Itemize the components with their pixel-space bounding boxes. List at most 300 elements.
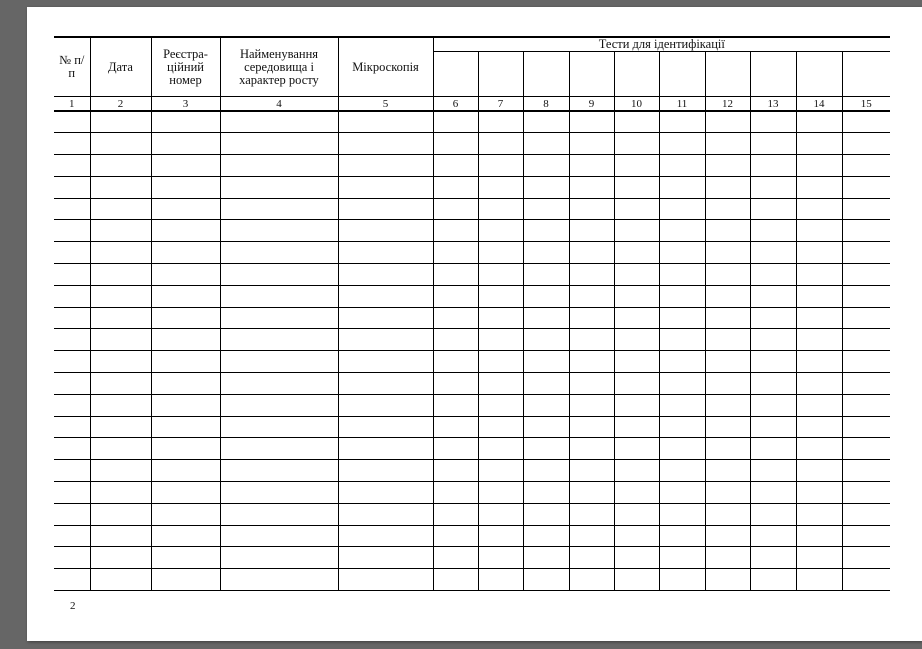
table-cell <box>478 351 523 373</box>
table-cell <box>338 264 433 286</box>
table-cell <box>796 285 842 307</box>
table-cell <box>659 329 705 351</box>
table-cell <box>750 525 796 547</box>
table-cell <box>220 285 338 307</box>
table-cell <box>433 460 478 482</box>
header-test-cell <box>523 52 569 97</box>
column-number: 2 <box>90 97 151 112</box>
table-cell <box>90 220 151 242</box>
table-cell <box>659 460 705 482</box>
table-cell <box>796 569 842 591</box>
header-test-cell <box>842 52 890 97</box>
table-cell <box>659 482 705 504</box>
table-row <box>54 503 890 525</box>
table-cell <box>523 460 569 482</box>
table-cell <box>90 482 151 504</box>
table-cell <box>705 503 750 525</box>
table-cell <box>614 198 659 220</box>
table-cell <box>220 547 338 569</box>
table-cell <box>54 482 90 504</box>
table-cell <box>338 220 433 242</box>
table-cell <box>338 569 433 591</box>
table-cell <box>614 155 659 177</box>
table-cell <box>338 155 433 177</box>
table-cell <box>523 329 569 351</box>
table-cell <box>433 264 478 286</box>
header-tests-group <box>433 37 890 52</box>
table-cell <box>338 307 433 329</box>
table-cell <box>842 155 890 177</box>
table-cell <box>750 264 796 286</box>
table-cell <box>659 438 705 460</box>
table-cell <box>90 133 151 155</box>
table-cell <box>569 373 614 395</box>
table-cell <box>478 569 523 591</box>
table-cell <box>796 503 842 525</box>
table-cell <box>569 220 614 242</box>
table-cell <box>614 111 659 133</box>
table-row <box>54 220 890 242</box>
document-page <box>27 7 922 641</box>
table-cell <box>220 460 338 482</box>
header-date-label: Дата <box>108 59 133 74</box>
table-cell <box>750 307 796 329</box>
table-cell <box>90 329 151 351</box>
table-cell <box>433 525 478 547</box>
table-cell <box>478 394 523 416</box>
table-cell <box>842 329 890 351</box>
table-cell <box>151 460 220 482</box>
table-cell <box>220 220 338 242</box>
table-row <box>54 329 890 351</box>
table-row <box>54 133 890 155</box>
table-cell <box>842 569 890 591</box>
table-row <box>54 307 890 329</box>
column-number: 9 <box>569 97 614 112</box>
table-cell <box>54 285 90 307</box>
table-cell <box>523 351 569 373</box>
table-cell <box>750 482 796 504</box>
table-cell <box>54 198 90 220</box>
table-cell <box>90 438 151 460</box>
table-cell <box>614 242 659 264</box>
table-cell <box>151 503 220 525</box>
table-cell <box>433 133 478 155</box>
table-cell <box>750 547 796 569</box>
table-cell <box>90 242 151 264</box>
table-cell <box>796 307 842 329</box>
table-cell <box>151 569 220 591</box>
table-cell <box>796 133 842 155</box>
table-cell <box>750 220 796 242</box>
table-cell <box>90 373 151 395</box>
table-cell <box>90 351 151 373</box>
table-cell <box>338 242 433 264</box>
table-cell <box>750 438 796 460</box>
table-cell <box>220 155 338 177</box>
table-cell <box>705 176 750 198</box>
table-cell <box>151 264 220 286</box>
table-cell <box>705 547 750 569</box>
column-number: 14 <box>796 97 842 112</box>
table-cell <box>796 242 842 264</box>
table-cell <box>842 176 890 198</box>
table-cell <box>569 438 614 460</box>
table-cell <box>90 503 151 525</box>
table-cell <box>433 547 478 569</box>
table-cell <box>614 547 659 569</box>
table-cell <box>151 416 220 438</box>
column-number: 11 <box>659 97 705 112</box>
column-number: 3 <box>151 97 220 112</box>
table-cell <box>659 503 705 525</box>
header-num <box>54 37 90 97</box>
table-cell <box>842 198 890 220</box>
table-cell <box>705 460 750 482</box>
table-cell <box>478 525 523 547</box>
table-cell <box>220 525 338 547</box>
table-cell <box>151 547 220 569</box>
table-cell <box>54 525 90 547</box>
table-cell <box>614 220 659 242</box>
table-cell <box>478 373 523 395</box>
table-row <box>54 198 890 220</box>
table-row <box>54 176 890 198</box>
table-cell <box>523 133 569 155</box>
table-cell <box>338 329 433 351</box>
table-row <box>54 482 890 504</box>
table-cell <box>478 242 523 264</box>
table-cell <box>523 482 569 504</box>
table-cell <box>478 220 523 242</box>
table-cell <box>659 373 705 395</box>
table-cell <box>151 307 220 329</box>
table-cell <box>90 111 151 133</box>
table-cell <box>842 285 890 307</box>
table-cell <box>750 416 796 438</box>
table-cell <box>151 198 220 220</box>
table-cell <box>151 176 220 198</box>
table-cell <box>705 111 750 133</box>
table-cell <box>523 373 569 395</box>
table-cell <box>151 482 220 504</box>
table-cell <box>523 394 569 416</box>
column-number: 4 <box>220 97 338 112</box>
table-cell <box>842 547 890 569</box>
table-cell <box>842 416 890 438</box>
table-cell <box>569 460 614 482</box>
table-cell <box>659 111 705 133</box>
table-cell <box>569 569 614 591</box>
table-cell <box>54 176 90 198</box>
table-cell <box>523 176 569 198</box>
table-cell <box>433 155 478 177</box>
table-cell <box>842 503 890 525</box>
table-cell <box>433 329 478 351</box>
table-cell <box>614 569 659 591</box>
table-cell <box>338 503 433 525</box>
table-cell <box>796 416 842 438</box>
table-cell <box>338 525 433 547</box>
table-cell <box>54 460 90 482</box>
table-cell <box>796 525 842 547</box>
table-cell <box>478 416 523 438</box>
table-cell <box>796 111 842 133</box>
table-cell <box>54 133 90 155</box>
table-cell <box>478 503 523 525</box>
column-number: 13 <box>750 97 796 112</box>
table-cell <box>750 133 796 155</box>
table-body <box>54 111 890 591</box>
table-cell <box>569 547 614 569</box>
table-row <box>54 264 890 286</box>
table-cell <box>338 394 433 416</box>
table-row <box>54 569 890 591</box>
table-cell <box>659 242 705 264</box>
table-cell <box>523 569 569 591</box>
table-cell <box>54 547 90 569</box>
table-cell <box>705 220 750 242</box>
table-row <box>54 416 890 438</box>
table-cell <box>705 525 750 547</box>
table-cell <box>220 503 338 525</box>
identification-log-table <box>54 36 890 591</box>
table-cell <box>750 503 796 525</box>
page-number: 2 <box>70 600 76 612</box>
table-cell <box>796 264 842 286</box>
table-cell <box>796 547 842 569</box>
table-cell <box>659 176 705 198</box>
table-cell <box>338 133 433 155</box>
table-cell <box>796 482 842 504</box>
table-cell <box>569 133 614 155</box>
table-cell <box>220 176 338 198</box>
table-cell <box>433 351 478 373</box>
table-cell <box>659 307 705 329</box>
table-cell <box>220 373 338 395</box>
table-cell <box>659 525 705 547</box>
table-cell <box>705 329 750 351</box>
table-cell <box>569 351 614 373</box>
table-cell <box>614 525 659 547</box>
table-cell <box>433 482 478 504</box>
table-cell <box>338 111 433 133</box>
table-cell <box>478 264 523 286</box>
table-cell <box>523 525 569 547</box>
table-cell <box>54 351 90 373</box>
table-cell <box>338 351 433 373</box>
table-cell <box>433 438 478 460</box>
table-cell <box>842 373 890 395</box>
table-cell <box>569 482 614 504</box>
header-date <box>90 37 151 97</box>
table-cell <box>54 264 90 286</box>
table-cell <box>220 394 338 416</box>
table-cell <box>842 460 890 482</box>
table-cell <box>659 569 705 591</box>
table-cell <box>569 525 614 547</box>
table-cell <box>659 264 705 286</box>
table-cell <box>750 373 796 395</box>
table-cell <box>569 111 614 133</box>
table-cell <box>796 373 842 395</box>
table-cell <box>705 198 750 220</box>
table-cell <box>220 307 338 329</box>
table-cell <box>54 416 90 438</box>
table-cell <box>54 438 90 460</box>
table-cell <box>842 438 890 460</box>
table-row <box>54 155 890 177</box>
table-cell <box>90 155 151 177</box>
table-cell <box>523 416 569 438</box>
table-cell <box>842 220 890 242</box>
table-cell <box>614 329 659 351</box>
table-cell <box>220 133 338 155</box>
table-cell <box>478 329 523 351</box>
table-cell <box>842 264 890 286</box>
table-cell <box>220 198 338 220</box>
table-cell <box>659 220 705 242</box>
table-cell <box>478 547 523 569</box>
table-cell <box>569 285 614 307</box>
table-cell <box>750 394 796 416</box>
table-cell <box>659 394 705 416</box>
table-cell <box>90 264 151 286</box>
table-row <box>54 351 890 373</box>
table-row <box>54 373 890 395</box>
table-cell <box>569 176 614 198</box>
table-cell <box>220 416 338 438</box>
table-cell <box>151 220 220 242</box>
table-cell <box>90 525 151 547</box>
table-cell <box>478 460 523 482</box>
table-cell <box>478 285 523 307</box>
table-cell <box>614 373 659 395</box>
table-cell <box>659 155 705 177</box>
header-test-cell <box>705 52 750 97</box>
table-cell <box>54 220 90 242</box>
table-cell <box>523 547 569 569</box>
table-cell <box>750 329 796 351</box>
table-cell <box>796 394 842 416</box>
table-cell <box>90 460 151 482</box>
table-cell <box>90 285 151 307</box>
column-number: 1 <box>54 97 90 112</box>
table-row <box>54 547 890 569</box>
table-cell <box>54 242 90 264</box>
table-row <box>54 111 890 133</box>
header-medium <box>220 37 338 97</box>
header-test-cell <box>478 52 523 97</box>
table-row <box>54 525 890 547</box>
table-cell <box>151 111 220 133</box>
table-cell <box>796 155 842 177</box>
table-cell <box>614 460 659 482</box>
table-cell <box>338 460 433 482</box>
table-cell <box>54 155 90 177</box>
table-cell <box>842 525 890 547</box>
table-cell <box>433 176 478 198</box>
table-cell <box>614 264 659 286</box>
table-cell <box>433 198 478 220</box>
table-cell <box>151 329 220 351</box>
table-cell <box>569 198 614 220</box>
table-cell <box>151 394 220 416</box>
table-cell <box>614 176 659 198</box>
table-cell <box>842 111 890 133</box>
table-cell <box>796 329 842 351</box>
table-cell <box>705 569 750 591</box>
table-cell <box>151 351 220 373</box>
table-cell <box>750 460 796 482</box>
table-cell <box>54 569 90 591</box>
table-cell <box>433 416 478 438</box>
table-cell <box>523 220 569 242</box>
table-cell <box>614 482 659 504</box>
table-cell <box>433 111 478 133</box>
table-cell <box>523 285 569 307</box>
table-cell <box>151 133 220 155</box>
table-cell <box>523 264 569 286</box>
header-medium-label: Найменування середовища і характер росту <box>239 46 319 87</box>
table-cell <box>614 351 659 373</box>
table-cell <box>705 482 750 504</box>
header-test-cell <box>614 52 659 97</box>
table-cell <box>54 111 90 133</box>
table-cell <box>705 155 750 177</box>
table-cell <box>90 176 151 198</box>
table-cell <box>796 198 842 220</box>
table-cell <box>842 351 890 373</box>
table-cell <box>659 547 705 569</box>
table-cell <box>614 438 659 460</box>
table-cell <box>90 394 151 416</box>
table-cell <box>842 394 890 416</box>
table-cell <box>54 329 90 351</box>
header-test-cell <box>569 52 614 97</box>
table-cell <box>659 416 705 438</box>
table-cell <box>338 198 433 220</box>
table-cell <box>569 264 614 286</box>
table-cell <box>659 133 705 155</box>
table-cell <box>750 242 796 264</box>
table-cell <box>569 307 614 329</box>
header-reg-number-label: Реєстра-ційний номер <box>163 46 208 87</box>
table-cell <box>705 351 750 373</box>
table-cell <box>54 503 90 525</box>
table-cell <box>151 285 220 307</box>
table-cell <box>750 351 796 373</box>
table-cell <box>614 285 659 307</box>
table-cell <box>705 133 750 155</box>
table-cell <box>705 242 750 264</box>
table-row <box>54 394 890 416</box>
table-cell <box>54 307 90 329</box>
table-cell <box>614 416 659 438</box>
table-cell <box>569 503 614 525</box>
table-cell <box>523 111 569 133</box>
table-cell <box>569 394 614 416</box>
table-cell <box>705 416 750 438</box>
column-number: 15 <box>842 97 890 112</box>
table-cell <box>478 176 523 198</box>
table-cell <box>750 569 796 591</box>
table-cell <box>151 438 220 460</box>
table-cell <box>478 155 523 177</box>
table-cell <box>614 133 659 155</box>
table-cell <box>796 176 842 198</box>
table-cell <box>796 351 842 373</box>
